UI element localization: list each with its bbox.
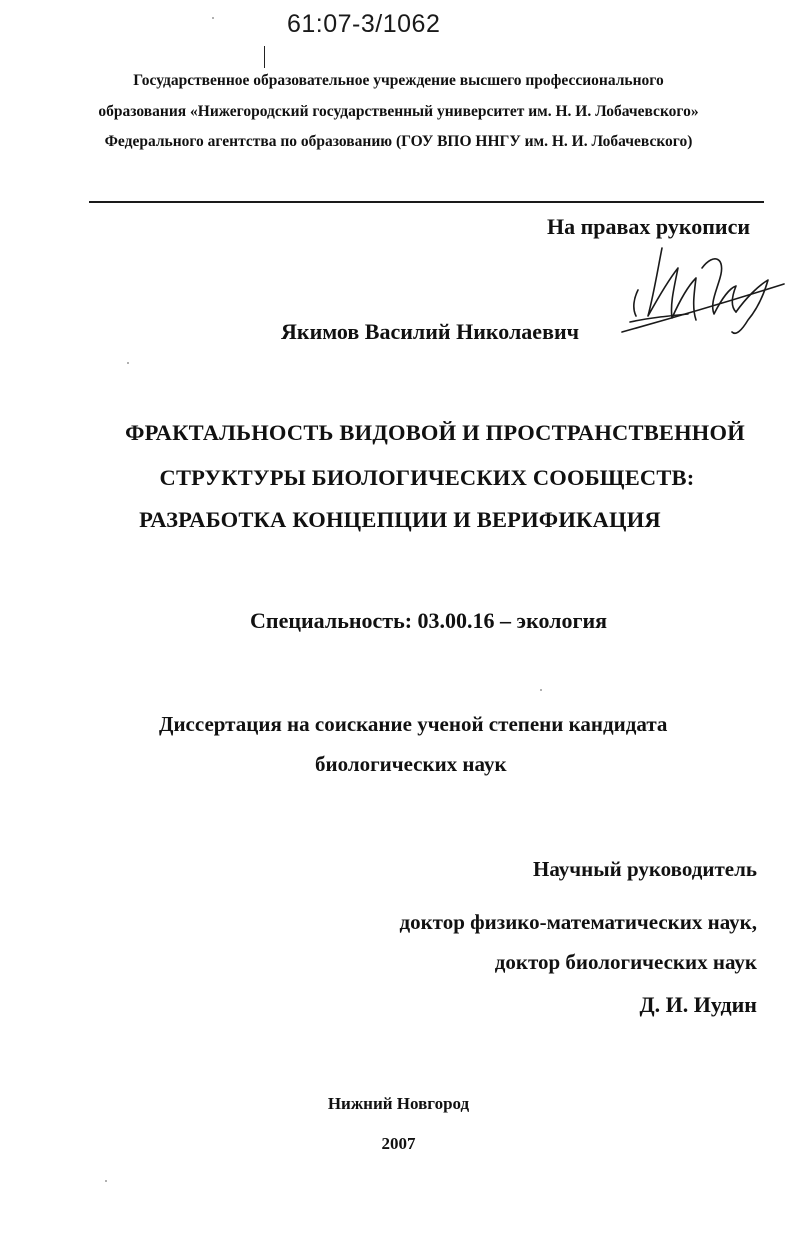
manuscript-note: На правах рукописи bbox=[547, 214, 751, 239]
supervisor-degree-2: доктор биологических наук bbox=[494, 950, 757, 974]
signature-icon bbox=[618, 238, 788, 346]
city: Нижний Новгород bbox=[327, 1094, 470, 1113]
catalog-code: 61:07-3/1062 bbox=[287, 10, 441, 38]
institution-line-1: Государственное образовательное учреждение высшего профессионального bbox=[133, 72, 664, 89]
thesis-title-line-3: РАЗРАБОТКА КОНЦЕПЦИИ И ВЕРИФИКАЦИЯ bbox=[139, 507, 661, 532]
year: 2007 bbox=[381, 1134, 416, 1153]
header-divider bbox=[89, 201, 764, 203]
supervisor-degree-1: доктор физико-математических наук, bbox=[399, 910, 757, 934]
scan-speck bbox=[105, 1180, 107, 1182]
dissertation-line-2: биологических наук bbox=[315, 752, 507, 776]
institution-line-2: образования «Нижегородский государственный университет им. Н. И. Лобачевского» bbox=[98, 103, 699, 120]
supervisor-heading: Научный руководитель bbox=[533, 857, 757, 881]
thesis-title-line-1: ФРАКТАЛЬНОСТЬ ВИДОВОЙ И ПРОСТРАНСТВЕННОЙ bbox=[125, 420, 745, 445]
scan-speck bbox=[212, 17, 214, 19]
supervisor-name: Д. И. Иудин bbox=[639, 992, 757, 1017]
thesis-title-line-2: СТРУКТУРЫ БИОЛОГИЧЕСКИХ СООБЩЕСТВ: bbox=[159, 465, 695, 490]
specialty: Специальность: 03.00.16 – экология bbox=[250, 608, 608, 633]
stamp-mark bbox=[264, 46, 265, 68]
dissertation-line-1: Диссертация на соискание ученой степени кандидата bbox=[159, 712, 668, 736]
institution-line-3: Федерального агентства по образованию (ГОУ ВПО ННГУ им. Н. И. Лобачевского) bbox=[104, 133, 693, 150]
scan-speck bbox=[127, 362, 129, 364]
author-name: Якимов Василий Николаевич bbox=[281, 319, 580, 344]
scan-speck bbox=[540, 689, 542, 691]
